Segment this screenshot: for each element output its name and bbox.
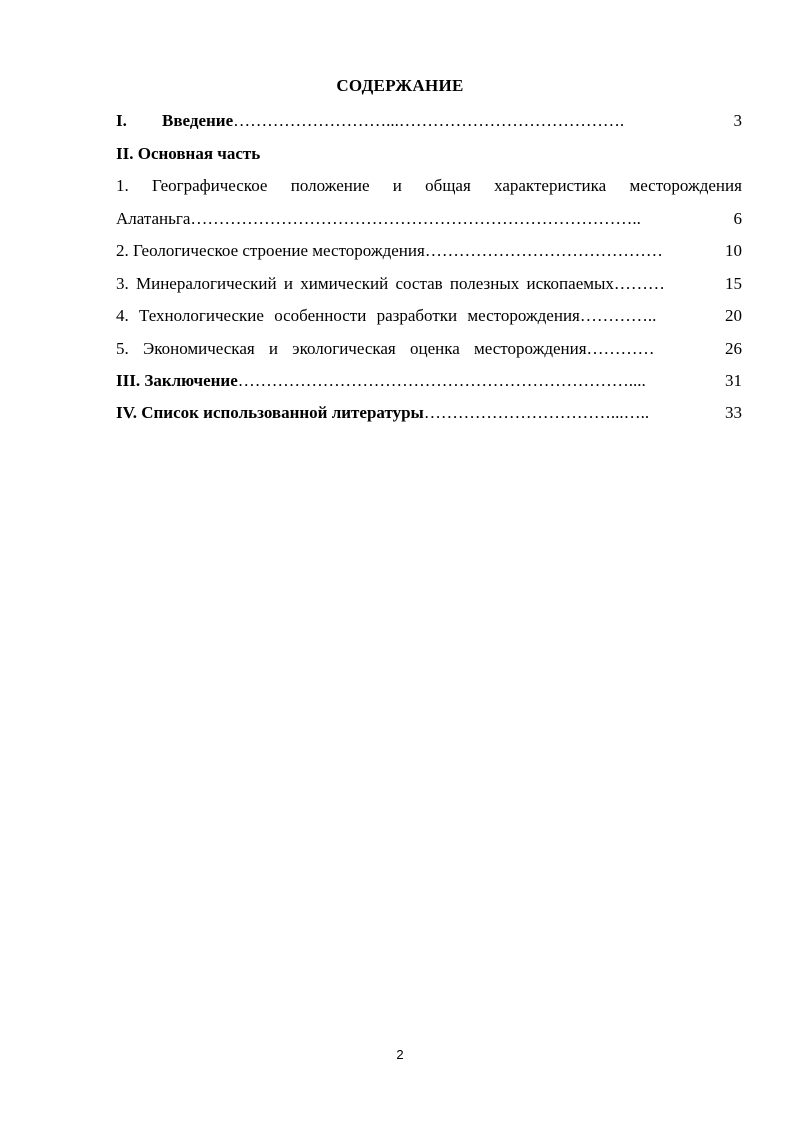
- toc-entry-label: 4. Технологические особенности разработки месторождения: [116, 306, 580, 325]
- toc-leader-dots: ……………………………………: [424, 241, 663, 260]
- toc-word: 1.: [116, 176, 129, 195]
- toc-page-number: 20: [725, 306, 742, 325]
- toc-section-main[interactable]: II. Основная часть: [116, 144, 261, 163]
- toc-word: общая: [425, 176, 471, 195]
- toc-word: месторождения: [629, 176, 742, 195]
- toc-entry-intro[interactable]: [116, 110, 742, 132]
- toc-entry-2[interactable]: [116, 240, 742, 262]
- toc-entry-literature[interactable]: [116, 402, 742, 424]
- toc-entry-label: IV. Список использованной литературы: [116, 403, 424, 422]
- toc-entry-label: 3. Минералогический и химический состав полезных ископаемых: [116, 274, 614, 293]
- toc-title: СОДЕРЖАНИЕ: [336, 76, 464, 95]
- toc-page-number: 6: [733, 209, 742, 228]
- toc-entry-number: I.: [116, 111, 127, 130]
- toc-entry-conclusion[interactable]: [116, 370, 742, 392]
- toc-leader-dots: ……………………………………………………………………..: [190, 209, 641, 228]
- toc-page-number: 26: [725, 339, 742, 358]
- toc-entry-label: Введение: [162, 111, 234, 130]
- toc-word: и: [392, 176, 402, 195]
- toc-page-number: 3: [733, 111, 742, 130]
- toc-entry-1-continued[interactable]: [116, 208, 742, 230]
- toc-entry-label: Алатаньга: [116, 209, 191, 228]
- toc-word: характеристика: [494, 176, 607, 195]
- toc-word: Географическое: [152, 176, 268, 195]
- page-number: 2: [396, 1047, 404, 1062]
- toc-leader-dots: ……………………………………………………………....: [237, 371, 646, 390]
- toc-leader-dots: ……………………………...…..: [423, 403, 650, 422]
- toc-leader-dots: ………: [613, 274, 665, 293]
- toc-page-number: 33: [725, 403, 742, 422]
- toc-entry-label: III. Заключение: [116, 371, 238, 390]
- toc-page-number: 10: [725, 241, 742, 260]
- toc-entry-4[interactable]: [116, 305, 742, 327]
- toc-entry-1[interactable]: [116, 175, 742, 197]
- toc-entry-label: 5. Экономическая и экологическая оценка месторождения: [116, 339, 587, 358]
- toc-entry-label: 2. Геологическое строение месторождения: [116, 241, 425, 260]
- toc-entry-3[interactable]: [116, 273, 742, 295]
- toc-page-number: 31: [725, 371, 742, 390]
- toc-entry-5[interactable]: [116, 338, 742, 360]
- toc-leader-dots: …………..: [579, 306, 657, 325]
- toc-leader-dots: ………………………...………………………………….: [233, 111, 625, 130]
- toc-page-number: 15: [725, 274, 742, 293]
- toc-leader-dots: …………: [586, 339, 655, 358]
- toc-word: положение: [290, 176, 370, 195]
